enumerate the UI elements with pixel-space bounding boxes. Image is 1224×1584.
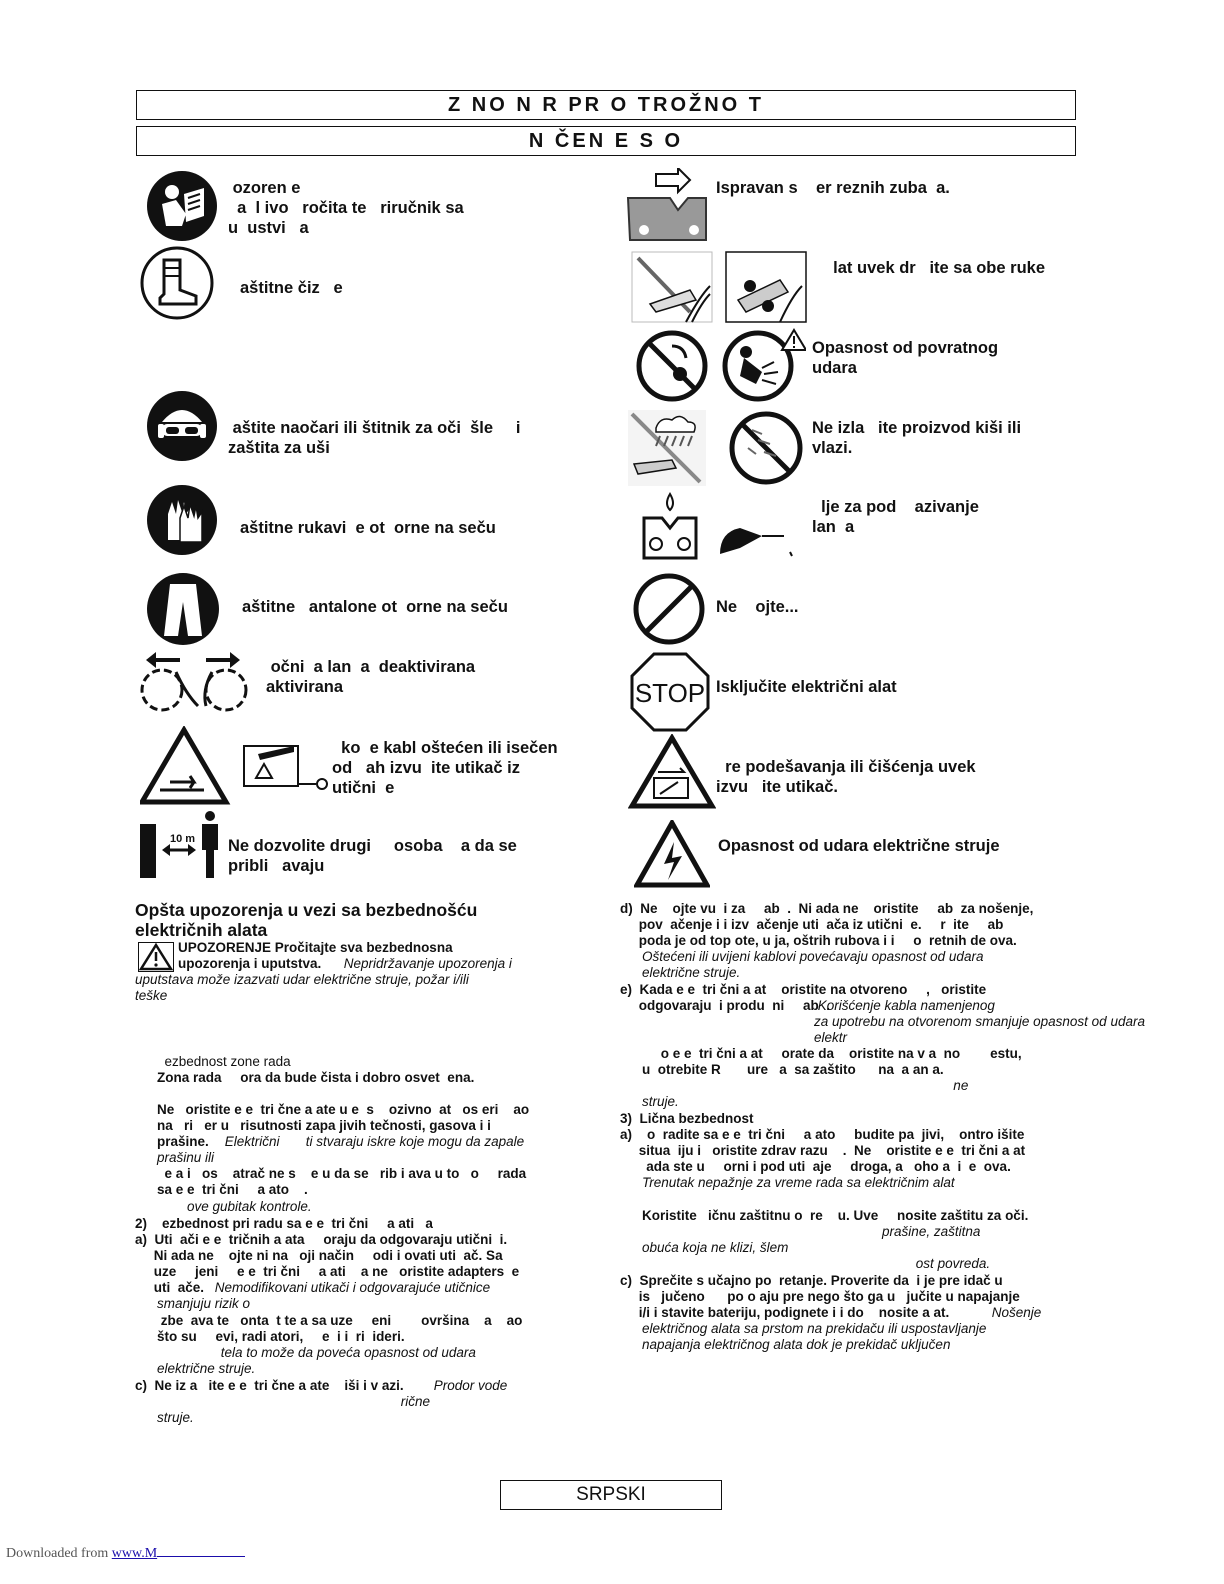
unplug-before-maintenance-icon — [628, 734, 716, 810]
distance-sign-text: 10 m — [170, 833, 196, 845]
safety-boots-icon — [140, 246, 214, 320]
no-rain-label: Ne izla ite proizvod kiši ili vlazi. — [812, 419, 1022, 457]
personal-safety-c: c) Sprečite s učajno po retanje. Proverite da i je pre idač u is jučeno po o aju pre nego što ga u jučite u napajanje i/i i stavite bateriju, podignete i i do nosite a at. — [620, 1273, 1020, 1320]
download-prefix: Downloaded from — [6, 1546, 112, 1561]
safety-boots-label: aštitne čiz e — [240, 279, 343, 297]
bystander-label: Ne dozvolite drugi osoba a da se pribli avaju — [228, 837, 517, 875]
prohibited-icon — [632, 572, 706, 646]
warning-italic-text-2: uputstava može izazvati udar električne struje, požar i/ili teške — [135, 972, 469, 1003]
damaged-cable-icon — [140, 726, 340, 806]
read-manual-label: ozoren e a l ivo ročita te riručnik sa u ustvi a — [228, 179, 464, 237]
personal-safety-title: 3) Lična bezbednost — [620, 1111, 754, 1126]
unplug-label: re podešavanja ili čišćenja uvek izvu ite utikač. — [716, 758, 976, 796]
helmet-goggles-label: aštite naočari ili štitnik za oči šle i zaštita za uši — [228, 419, 521, 457]
chain-oil-icon — [640, 492, 796, 562]
kickback-icon — [634, 328, 806, 402]
cord-d-italic: Oštećeni ili uvijeni kablovi povećavaju opasnost od udara električne struje. — [642, 949, 984, 980]
chain-brake-icon — [136, 646, 254, 714]
personal-safety-c-italic: Nošenje — [988, 1305, 1042, 1320]
download-link[interactable]: www.M — [111, 1546, 158, 1561]
work-area-b-italic: Električni ti stvaraju iskre koje mogu da zapale prašinu ili — [157, 1134, 525, 1165]
personal-safety-b-italic-2: ost povreda. — [642, 1256, 991, 1271]
stop-sign-text: STOP — [634, 678, 706, 708]
trousers-label: aštitne antalone ot orne na seču — [242, 598, 508, 616]
electrical-safety-c-italic-2: rične struje. — [157, 1394, 431, 1425]
read-manual-icon — [146, 170, 218, 242]
work-area-c-italic: ove gubitak kontrole. — [157, 1199, 312, 1214]
kickback-label: Opasnost od povratnog udara — [812, 339, 999, 377]
work-area-c: e a i os atrač ne s e u da se rib i ava u to o rada sa e e tri čni a ato . — [157, 1166, 527, 1197]
bystander-distance-icon — [138, 810, 224, 880]
two-hands-icon — [630, 250, 810, 324]
damaged-cable-label: ko e kabl oštećen ili isečen od ah izvu ite utikač iz utični e — [332, 739, 558, 797]
electric-shock-icon — [634, 820, 710, 888]
download-note — [6, 1544, 245, 1562]
electrical-safety-title: 2) ezbednost pri radu sa e e tri čni a ati a — [135, 1216, 433, 1231]
page-title: Z NO N R PR O TROŽNO T — [136, 90, 1076, 120]
electrical-safety-c-italic: Prodor vode — [430, 1378, 508, 1393]
warning-triangle-icon — [138, 942, 174, 972]
electrical-safety-b: zbe ava te onta t te a sa uze eni ovršina a ao što su evi, radi atori, e i i ri ideri. — [157, 1313, 523, 1344]
work-area-title: ezbednost zone rada — [157, 1054, 291, 1069]
electrical-safety-c: c) Ne iz a ite e e tri čne a ate iši i v azi. — [135, 1378, 404, 1393]
chain-direction-icon — [626, 168, 708, 244]
rcd-f-italic: ne struje. — [642, 1078, 969, 1109]
warning-bold-text: UPOZORENJE Pročitajte sva bezbednosna upozorenja i uputstva. — [178, 940, 453, 971]
electrical-safety-b-italic: tela to može da poveća opasnost od udara električne struje. — [157, 1345, 476, 1376]
stop-sign-icon — [630, 652, 710, 732]
two-hands-label: lat uvek dr ite sa obe ruke — [824, 259, 1046, 277]
prohibited-label: Ne ojte... — [716, 598, 799, 616]
work-area-a: Zona rada ora da bude čista i dobro osvet ena. — [157, 1070, 475, 1085]
personal-safety-a-italic: Trenutak nepažnje za vreme rada sa električnim alat — [642, 1175, 955, 1190]
personal-safety-a: a) o radite sa e e tri čni a ato budite pa jivi, ontro išite situa iju i oristite zdrav razu . Ne oristite e e tri čni a at ada ste u orni i pod uti aje droga, a oho a i e ova. — [620, 1127, 1026, 1174]
rcd-f: o e e tri čni a at orate da oristite na v a no estu, u otrebite R ure a sa zaštito na a an a. — [642, 1046, 1022, 1077]
gloves-label: aštitne rukavi e ot orne na seču — [240, 519, 496, 537]
gloves-icon — [146, 484, 218, 556]
language-footer: SRPSKI — [500, 1480, 722, 1510]
helmet-goggles-icon — [146, 390, 218, 462]
work-area-b: Ne oristite e e tri čne a ate u e s ozivno at os eri ao na ri er u risutnosti zapa jivih tečnosti, gasova i i prašine. — [157, 1102, 530, 1149]
cord-e: e) Kada e e tri čni a at oristite na otvoreno , oristite odgovaraju i produ ni ab . — [620, 982, 987, 1013]
electric-shock-label: Opasnost od udara električne struje — [718, 837, 1000, 855]
page-subtitle: N ČEN E S O — [136, 126, 1076, 156]
electrical-safety-a: a) Uti ači e e tričnih a ata oraju da odgovaraju utični i. Ni ada ne ojte ni na oji način odi i ovati uti ač. Sa uze jeni e e tri čni a ati a ne oristite adapters e uti ače. — [135, 1232, 520, 1295]
electrical-safety-a-italic: Nemodifikovani utikači i odgovarajuće utičnice smanjuju rizik o — [157, 1280, 491, 1311]
warning-italic-text: Nepridržavanje upozorenja i — [340, 956, 512, 971]
personal-safety-b: Koristite ičnu zaštitnu o re u. Uve nosite zaštitu za oči. — [642, 1208, 1029, 1223]
cord-e-italic: Korišćenje kabla namenjenog za upotrebu na otvorenom smanjuje opasnost od udara elektr — [814, 998, 1145, 1045]
personal-safety-c-italic-2: električnog alata sa prstom na prekidaču ili uspostavljanje napajanja električnog alata dok je prekidač uključen — [642, 1321, 987, 1352]
trousers-icon — [146, 572, 220, 646]
general-warnings-heading: Opšta upozorenja u vezi sa bezbednošću električnih alata — [135, 900, 478, 940]
no-rain-icon — [626, 408, 810, 488]
cord-d: d) Ne ojte vu i za ab . Ni ada ne oristite ab za nošenje, pov ačenje i i izv ačenje uti ača iz utični e. r ite ab poda je od top ote, u ja, oštrih rubova i i o retnih de ova. — [620, 901, 1034, 948]
chain-brake-label: očni a lan a deaktivirana aktivirana — [266, 658, 476, 696]
chain-oil-label: lje za pod azivanje lan a — [812, 498, 979, 536]
chain-direction-label: Ispravan s er reznih zuba a. — [716, 179, 950, 197]
stop-sign-label: Isključite električni alat — [716, 678, 897, 696]
personal-safety-b-italic: prašine, zaštitna obuća koja ne klizi, šlem — [642, 1224, 981, 1255]
